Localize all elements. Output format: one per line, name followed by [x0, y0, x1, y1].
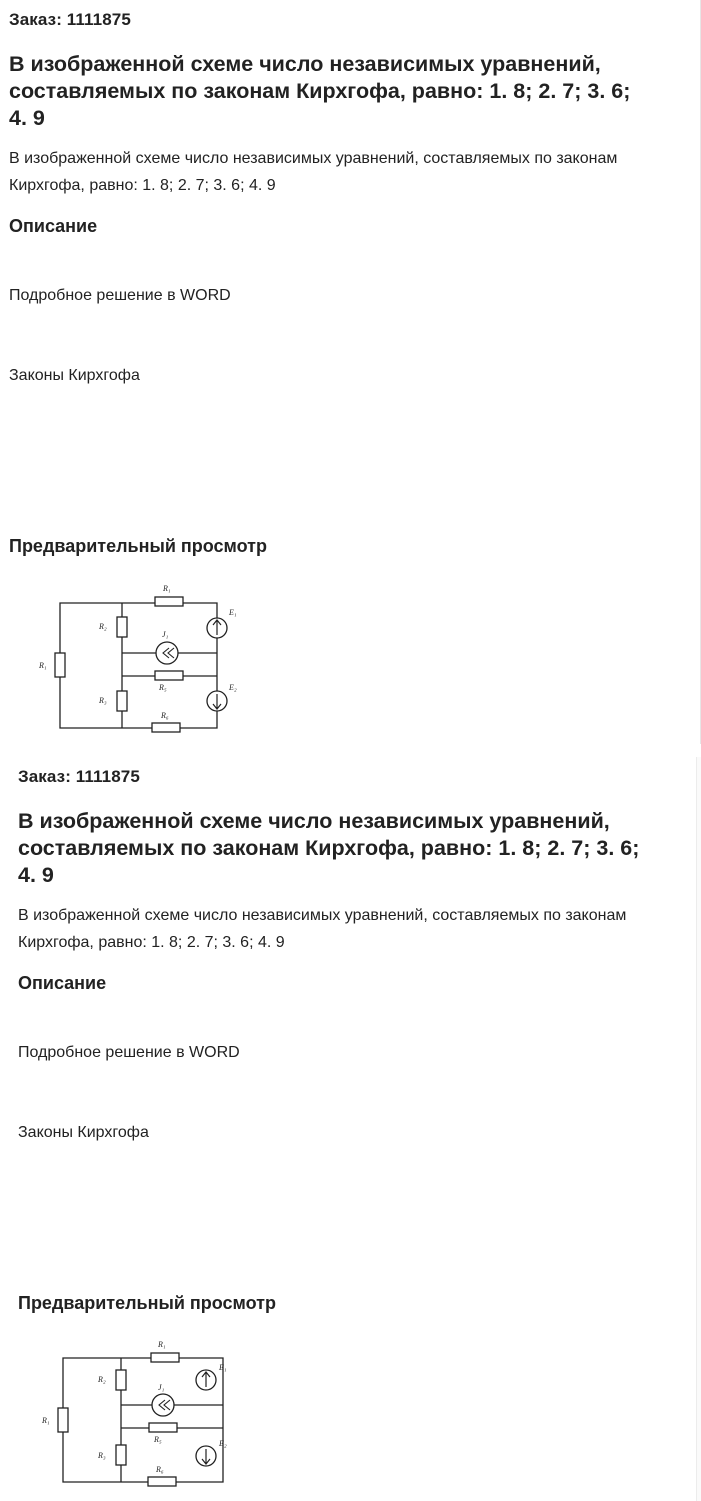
resistor-r-bottom: [152, 723, 180, 732]
voltage-source-icon: [196, 1446, 216, 1466]
label-r-upper: R₂: [99, 622, 107, 631]
label-r-upper: R₂: [98, 1375, 106, 1384]
label-e-bottom: E₂: [219, 1439, 227, 1448]
resistor-r-lower: [116, 1445, 126, 1465]
label-e-top: E₁: [229, 608, 237, 617]
description-heading: Описание: [18, 973, 107, 993]
label-e-bottom: E₂: [229, 683, 237, 692]
order-number: Заказ: 1111875: [9, 10, 131, 29]
label-r-left: R₁: [39, 661, 47, 670]
description-topic: Законы Кирхгофа: [9, 367, 140, 384]
description-text: Подробное решение в WORD: [18, 1044, 240, 1061]
resistor-r-top: [155, 597, 183, 606]
description-topic: Законы Кирхгофа: [18, 1124, 149, 1141]
resistor-r-upper: [117, 617, 127, 637]
label-r-bottom: R₆: [156, 1465, 164, 1474]
document-page-1: [0, 0, 701, 744]
label-j-source: J₁: [158, 1383, 165, 1392]
resistor-r-top: [151, 1353, 179, 1362]
preview-heading: Предварительный просмотр: [9, 536, 267, 556]
circuit-schematic: [27, 573, 257, 739]
label-j-source: J₁: [162, 630, 169, 639]
voltage-source-icon: [207, 691, 227, 711]
resistor-r-middle: [149, 1423, 177, 1432]
voltage-source-icon: [207, 618, 227, 638]
page-title: В изображенной схеме число независимых уравнений, составляемых по законам Кирхгофа, равно: 1. 8; 2. 7; 3. 6; 4. 9: [18, 809, 640, 887]
resistor-r-left: [58, 1408, 68, 1432]
label-r-lower: R₃: [99, 696, 107, 705]
current-source-icon: [152, 1394, 174, 1416]
lead-paragraph: В изображенной схеме число независимых уравнений, составляемых по законам Кирхгофа, равно: 1. 8; 2. 7; 3. 6; 4. 9: [9, 150, 618, 194]
circuit-diagram: [36, 1330, 266, 1496]
label-r-middle: R₅: [154, 1435, 162, 1444]
label-r-top: R₁: [163, 584, 171, 593]
description-text: Подробное решение в WORD: [9, 287, 231, 304]
lead-paragraph: В изображенной схеме число независимых уравнений, составляемых по законам Кирхгофа, равно: 1. 8; 2. 7; 3. 6; 4. 9: [18, 907, 627, 951]
preview-heading: Предварительный просмотр: [18, 1293, 276, 1313]
label-r-bottom: R₆: [161, 711, 169, 720]
label-r-left: R₁: [42, 1416, 50, 1425]
page-title: В изображенной схеме число независимых уравнений, составляемых по законам Кирхгофа, равно: 1. 8; 2. 7; 3. 6; 4. 9: [9, 52, 631, 130]
resistor-r-middle: [155, 671, 183, 680]
resistor-r-left: [55, 653, 65, 677]
page-frame-edge: [696, 757, 701, 1501]
label-r-lower: R₃: [98, 1451, 106, 1460]
document-page-2: [0, 757, 701, 1501]
order-number: Заказ: 1111875: [18, 767, 140, 786]
label-r-top: R₁: [158, 1340, 166, 1349]
label-r-middle: R₅: [159, 683, 167, 692]
current-source-icon: [156, 642, 178, 664]
label-e-top: E₁: [219, 1363, 227, 1372]
description-heading: Описание: [9, 216, 98, 236]
circuit-schematic: [36, 1330, 266, 1496]
voltage-source-icon: [196, 1370, 216, 1390]
circuit-diagram: [27, 573, 257, 739]
resistor-r-upper: [116, 1370, 126, 1390]
resistor-r-bottom: [148, 1477, 176, 1486]
resistor-r-lower: [117, 691, 127, 711]
